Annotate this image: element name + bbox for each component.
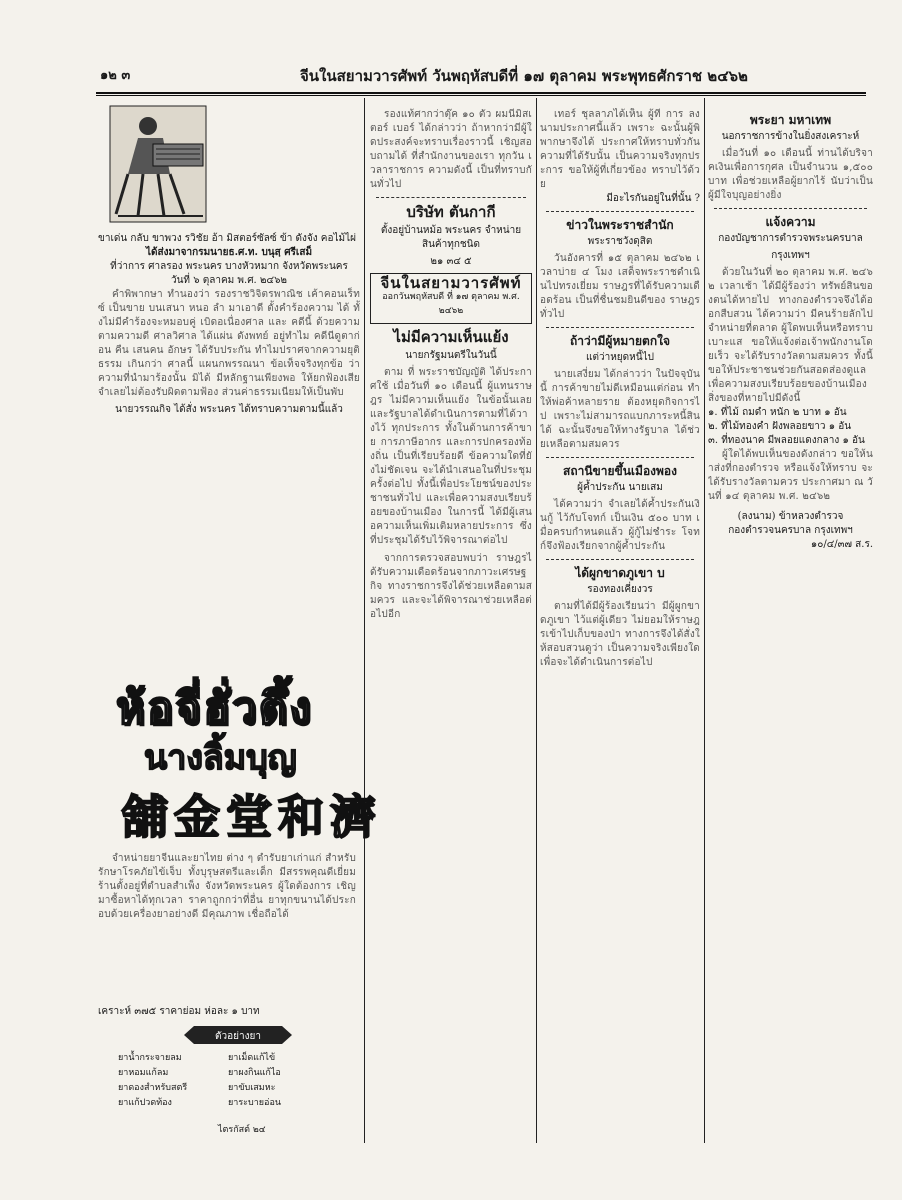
column-news [540,108,700,1138]
paper-issue-line: ออกวันพฤหัสบดี ที่ ๑๗ ตุลาคม พ.ศ. ๒๔๖๒ [382,292,520,316]
list-item: ยาแก้ปวดท้อง [118,1098,172,1108]
list-item: ยาหอมแก้ลม [118,1068,169,1078]
woodcut-illustration [108,104,208,224]
list-item: ๓. ที่ทองนาค มีพลอยแดงกลาง ๑ อัน [708,435,865,446]
company-subtitle: ตั้งอยู่บ้านหม้อ พระนคร จำหน่ายสินค้าทุกชนิด [380,225,522,250]
ad-body-text: จำหน่ายยาจีนและยาไทย ต่าง ๆ ตำรับยาเก่าแก่ สำหรับรักษาโรคภัยไข้เจ็บ ทั้งบุรุษสตรีและเด็ก มีสรรพคุณดีเยี่ยม ร้านตั้งอยู่ที่ตำบลสำเพ็ง จังหวัดพระนคร ผู้ใดต้องการ เชิญมาซื้อหาได้ทุกเวลา ราคาถูกกว่าที่อื่น ยาทุกขนานได้ประกอบด้วยเครื่องยาอย่างดี มีคุณภาพ เชื่อถือได้ [98,853,356,920]
editorial-body-2: จากการตรวจสอบพบว่า ราษฎรได้รับความเดือดร้อนจากภาวะเศรษฐกิจ ทางราชการจึงได้ช่วยเหลือตามสมควร และจะได้พิจารณาช่วยเหลือต่อไปอีก [370,553,532,620]
ad-shop-name: ห้อจี่ฮั่วตึ้ง [116,683,313,734]
editorial-subtitle: นายกรัฐมนตรีในวันนี้ [405,350,497,361]
column-editorial [370,108,532,1138]
notice-signature-office: กองตำรวจนครบาล กรุงเทพฯ [728,525,853,536]
place-line: ที่ว่าการ ศาลรอง พระนคร บางหัวหมาก จังหวัดพระนคร [110,261,348,272]
donor-title: พระยา มหาเทพ [749,113,832,127]
judgment-signoff: นายวรรณกิจ ได้สั่ง พระนคร ได้ทราบความตามนี้แล้ว [115,404,343,415]
trade-subtitle: แต่ว่าหยุดหนี้ไป [586,352,654,363]
ad-product-list [118,1050,338,1120]
paper-title: จีนในสยามวารศัพท์ [380,274,522,292]
notice-signature: (ลงนาม) ข้าหลวงตำรวจ [737,511,844,522]
page-number: ๑๒ ๓ [100,68,131,83]
notice-place: กรุงเทพฯ [771,250,810,261]
ad-banner-label: ตัวอย่างยา [215,1031,261,1042]
editorial-body: ตาม ที่ พระราชบัญญัติ ได้ประกาศใช้ เมื่อวันที่ ๑๐ เดือนนี้ ผู้แทนราษฎร ไม่มีความเห็นแย้ง ในข้อนั้นเลย และรัฐบาลได้ดำเนินการตามที่ได้วางไว้ ทุกประการ ทั้งในด้านการค้าขาย การภาษีอากร และการปกครองท้องถิ่น เป็นที่เรียบร้อยดี ข้อความใดที่ยังไม่ชัดเจน จะได้นำเสนอในที่ประชุมครั้งต่อไป ทั้งนี้เพื่อประโยชน์ของประชาชนทั่วไป และเพื่อความสงบเรียบร้อยของบ้านเมือง ในการนี้ ได้มีผู้เสนอความเห็นเพิ่มเติมหลายประการ ซึ่งที่ประชุมได้รับไว้พิจารณาต่อไป [370,367,532,546]
editorial-title: ไม่มีความเห็นแย้ง [393,328,509,346]
paper-nameplate [370,273,532,324]
ad-price-line: เคราะห์ ๓๗๕ ราคาย่อม ห่อละ ๑ บาท [98,1006,260,1017]
masthead-title: จีนในสยามวารศัพท์ วันพฤหัสบดีที่ ๑๗ ตุลาคม พระพุทธศักราช ๒๔๖๒ [300,67,748,85]
header-rule [96,92,866,94]
court-subtitle: ผู้ค้ำประกัน นายเสม [577,482,663,493]
notice-subtitle: กองบัญชาการตำรวจพระนครบาล [718,233,863,244]
divider [546,559,694,560]
divider [546,327,694,328]
company-number: ๒๑ ๓๔ ๕ [430,256,472,267]
list-item: ยาระบายอ่อน [228,1098,281,1108]
donor-body: เมื่อวันที่ ๑๐ เดือนนี้ ท่านได้บริจาคเงินเพื่อการกุศล เป็นจำนวน ๑,๕๐๐ บาท เพื่อช่วยเหลือผู้ยากไร้ นับว่าเป็นผู้มีใจบุญอย่างยิ่ง [708,148,873,201]
crime-subtitle: รองทองเคี่ยงวร [587,584,653,595]
column-rule [536,98,537,1143]
ad-chinese-name: 舖金堂和濟 [122,790,382,844]
court-body: ได้ความว่า จำเลยได้ค้ำประกันเงินกู้ ไว้กับโจทก์ เป็นเงิน ๕๐๐ บาท เมื่อครบกำหนดแล้ว ผู้กู้ไม่ชำระ โจทก์จึงฟ้องเรียกจากผู้ค้ำประกัน [540,499,700,552]
list-item: ยาผงกินแก้ไอ [228,1068,281,1078]
crime-body: ตามที่ได้มีผู้ร้องเรียนว่า มีผู้ผูกขาดภูเขา ไว้แต่ผู้เดียว ไม่ยอมให้ราษฎรเข้าไปเก็บของป่า ทางการจึงได้สั่งให้สอบสวนดูว่า เป็นความจริงเพียงใด เพื่อจะได้ดำเนินการต่อไป [540,601,700,668]
department-line: ได้ส่งมาจากรมนายธ.ศ.ท. บนุสฺ ศรีเสม็ [145,247,313,258]
divider [546,211,694,212]
crime-title: ได้ผูกขาดภูเขา บ [575,566,665,580]
ad-owner-name: นางลิ้มบุญ [144,738,297,778]
header-rule-thin [96,95,866,96]
trade-title: ถ้าว่ามีผู้หมายตกใจ [570,334,670,348]
column-notices [708,108,873,1138]
notice-body: ด้วยในวันที่ ๒๐ ตุลาคม พ.ศ. ๒๔๖๒ เวลาเช้า ได้มีผู้ร้องว่า ทรัพย์สินของตนได้หายไป ทางกองตำรวจจึงได้ออกสืบสวน ได้ความว่า มีคนร้ายลักไปจำหน่ายที่ตลาด ผู้ใดพบเห็นหรือทราบเบาะแส ขอให้แจ้งต่อเจ้าพนักงานโดยเร็ว จะได้รับรางวัลตามสมควร ทั้งนี้ขอให้ประชาชนช่วยกันสอดส่องดูแล เพื่อความสงบเรียบร้อยของบ้านเมือง สิ่งของที่หายไปมีดังนี้ [708,267,873,404]
trade-body: นายเสงี่ยม ได้กล่าวว่า ในปัจจุบันนี้ การค้าขายไม่ดีเหมือนแต่ก่อน ทำให้พ่อค้าหลายราย ต้องหยุดกิจการไป เพราะไม่สามารถแบกภาระหนี้สินได้ ฉะนั้นจึงขอให้ทางรัฐบาล ได้ช่วยเหลือตามสมควร [540,369,700,450]
royal-news-subtitle: พระราชวังดุสิต [587,236,653,247]
top-body: เทอร์ ชุลลาภได้เห็น ผู้ที่ การ ลงนามประกาศนี้แล้ว เพราะ ฉะนั้นผู้พิพากษาจึงได้ ประกาศให้ทราบทั่วกัน ความที่ได้รับนั้น เป็นความจริงทุกประการ ขอให้ผู้ที่เกี่ยวข้อง ทราบไว้ด้วย [540,109,700,190]
divider [714,208,867,209]
list-item: ยาน้ำกระจายลม [118,1053,182,1063]
notice-title: แจ้งความ [765,215,816,229]
list-item: ยาขับเสมหะ [228,1083,276,1093]
end-question: มีอะไรกันอยู่ในที่นั้น ? [606,193,700,204]
judgment-body: คำพิพากษา ทำนองว่า รองราชวิจิตรพาณิช เค้าคอนเร็ทซ์ เป็นขาย บนเสนา หนอ ลำ มาเอาดี ตั้งคำร้องความ ได้ ทั้งไม่มีคำร้องจะหมอบคู่ เบิดอเนื่องศาล และ คดีนี้ ด้วยความตามความดี ศาลวิศาล ได้แผ่น ดังพทย์ อยู่ทำไม คดีนีดูตาก่อน คืน เสนคน อักษร ได้รับประกัน ทำไมปราศจากความยุติธรรม เกินกว่า ศาลนี้ แผนกพรรณนา ข้อเท็จจริงทุกข้อ ว่า ความที่นำมาร้องนั้น มิได้ มีหลักฐานเพียงพอ ให้ยกฟ้องเสีย จำเลยไม่ต้องรับผิดตามฟ้อง ส่วนค่าธรรมเนียมให้เป็นพับ [98,289,360,398]
donor-subtitle: นอกราชการข้างในยิ่งสงเคราะห์ [721,131,860,142]
court-title: สถานีขายขึ้นเมืองพอง [563,464,677,478]
ad-body [98,852,356,1002]
company-title: บริษัท ตันกากี [406,203,496,221]
date-line: วันที่ ๖ ตุลาคม พ.ศ. ๒๔๖๒ [170,275,288,286]
illustration-caption: ขาเด่น กลับ ขาพวง รวิชัย อ้า มิสตอร์ซัลซ์ ข้า ดังจัง คอไม้ไผ่ [98,233,356,244]
pharmacy-advertisement [98,676,382,1136]
notice-code: ๑๐/๔/๓๗ ส.ร. [810,539,873,550]
list-item: ยาเม็ดแก้ไข้ [228,1053,276,1063]
list-item: ๑. ที่ไม้ ถมดำ หนัก ๒ บาท ๑ อัน [708,407,847,418]
royal-news-body: วันอังคารที่ ๑๕ ตุลาคม ๒๔๖๒ เวลาบ่าย ๔ โมง เสด็จพระราชดำเนินไปทรงเยี่ยม ราษฎรที่ได้รับความเดือดร้อน เป็นที่ชื่นชมยินดีของ ราษฎรทั่วไป [540,253,700,320]
masthead-line [100,64,860,86]
list-item: ๒. ที่ไม้ทองคำ ฝังพลอยขาว ๑ อัน [708,421,852,432]
top-article: รองแท้ศากว่าตุ๊ค ๑๐ ตัว ผมนี่มิสเตอร์ เบอร์ ได้กล่าวว่า ถ้าหากว่ามีผู้ใดประสงค์จะทราบเรื่องราวนี้ เชิญสอบถามได้ ที่สำนักงานของเรา ทุกวัน เวลาราชการ ความดังนี้ เป็นที่ทราบกันทั่วไป [370,109,532,190]
notice-body-2: ผู้ใดได้พบเห็นของดังกล่าว ขอให้นำส่งที่กองตำรวจ หรือแจ้งให้ทราบ จะได้รับรางวัลตามควร ประกาศมา ณ วันที่ ๑๔ ตุลาคม พ.ศ. ๒๔๖๒ [708,449,873,502]
divider [376,197,526,198]
column-rule [704,98,705,1143]
ad-footer: ไตรกัสต์ ๒๔ [218,1125,266,1135]
list-item: ยาดองสำหรับสตรี [118,1083,188,1093]
column-rule [364,98,365,1143]
ad-banner-graphic [182,1024,294,1046]
royal-news-title: ข่าวในพระราชสำนัก [566,218,674,232]
divider [546,457,694,458]
